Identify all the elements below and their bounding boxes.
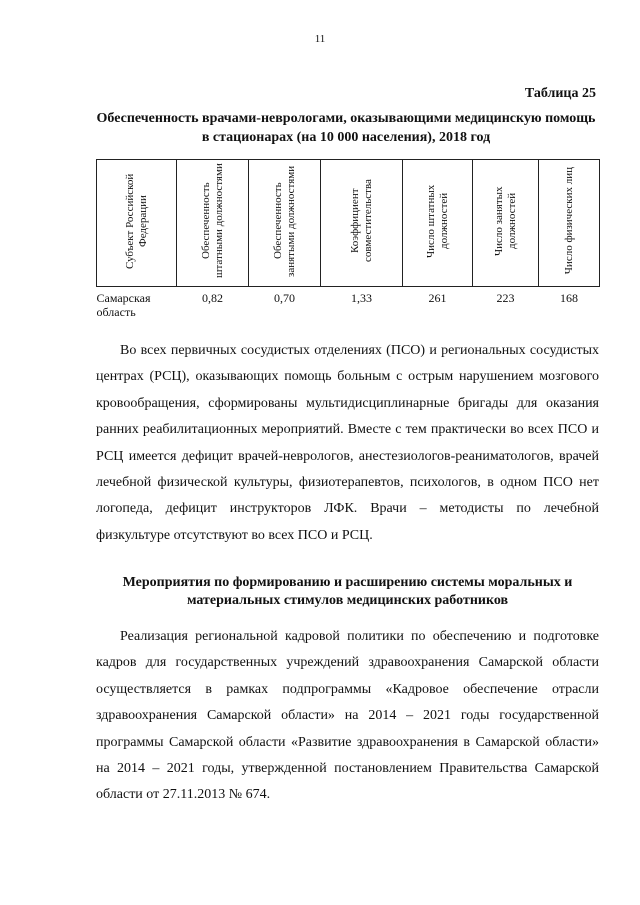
column-header-label: Субъект Российской Федерации <box>123 173 149 269</box>
page-number: 11 <box>314 33 326 45</box>
statistics-table <box>96 159 599 319</box>
column-header-label: Число физических лиц <box>562 167 575 275</box>
column-header <box>321 160 403 287</box>
table-cell: 168 <box>560 291 578 305</box>
column-header <box>403 160 473 287</box>
body-paragraph: Во всех первичных сосудистых отделениях (ПСО) и региональных сосудистых центрах (РСЦ), оказывающих помощь больным с острым нарушением мозгового кровообращения, сформированы мультидисциплинарные бригады для оказания ранних реабилитационных мероприятий. Вместе с тем практически во всех ПСО и РСЦ имеется дефицит врачей-неврологов, анестезиологов-реаниматологов, врачей лечебной физической культуры, физиотерапевтов, психологов, в одном ПСО нет логопеда, дефицит инструкторов ЛФК. Врачи – методисты по лечебной физкультуре отсутствуют во всех ПСО и РСЦ. <box>96 343 599 543</box>
table-cell: 0,82 <box>202 291 223 305</box>
column-header <box>473 160 539 287</box>
section-heading: Мероприятия по формированию и расширению системы моральных и материальных стимулов медицинских работников <box>122 575 573 608</box>
column-header-label: Число занятых должностей <box>492 186 518 256</box>
column-header <box>97 160 177 287</box>
table-cell: 1,33 <box>351 291 372 305</box>
table-cell-region: Самарская область <box>96 291 151 319</box>
table-label: Таблица 25 <box>524 86 596 101</box>
column-header-label: Обеспеченность занятыми должностями <box>271 165 297 277</box>
column-header-label: Коэффициент совместительства <box>348 179 374 263</box>
table-cell: 223 <box>496 291 515 305</box>
table-row <box>97 287 600 320</box>
table-cell: 0,70 <box>274 291 295 305</box>
column-header <box>177 160 249 287</box>
table-cell: 261 <box>428 291 447 305</box>
column-header <box>539 160 600 287</box>
table-header-row <box>97 160 600 287</box>
column-header-label: Обеспеченность штатными должностями <box>199 163 225 279</box>
column-header <box>249 160 321 287</box>
body-paragraph: Реализация региональной кадровой политики по обеспечению и подготовке кадров для государственных учреждений здравоохранения Самарской области осуществляется в рамках подпрограммы «Кадровое обеспечение отрасли здравоохранения Самарской области» на 2014 – 2021 годы государственной программы Самарской области «Развитие здравоохранения в Самарской области» на 2014 – 2021 годы, утвержденной постановлением Правительства Самарской области от 27.11.2013 № 674. <box>96 629 599 803</box>
table-title: Обеспеченность врачами-неврологами, оказывающими медицинскую помощь в стационарах (на 10 000 населения), 2018 год <box>96 111 596 145</box>
column-header-label: Число штатных должностей <box>424 184 450 258</box>
